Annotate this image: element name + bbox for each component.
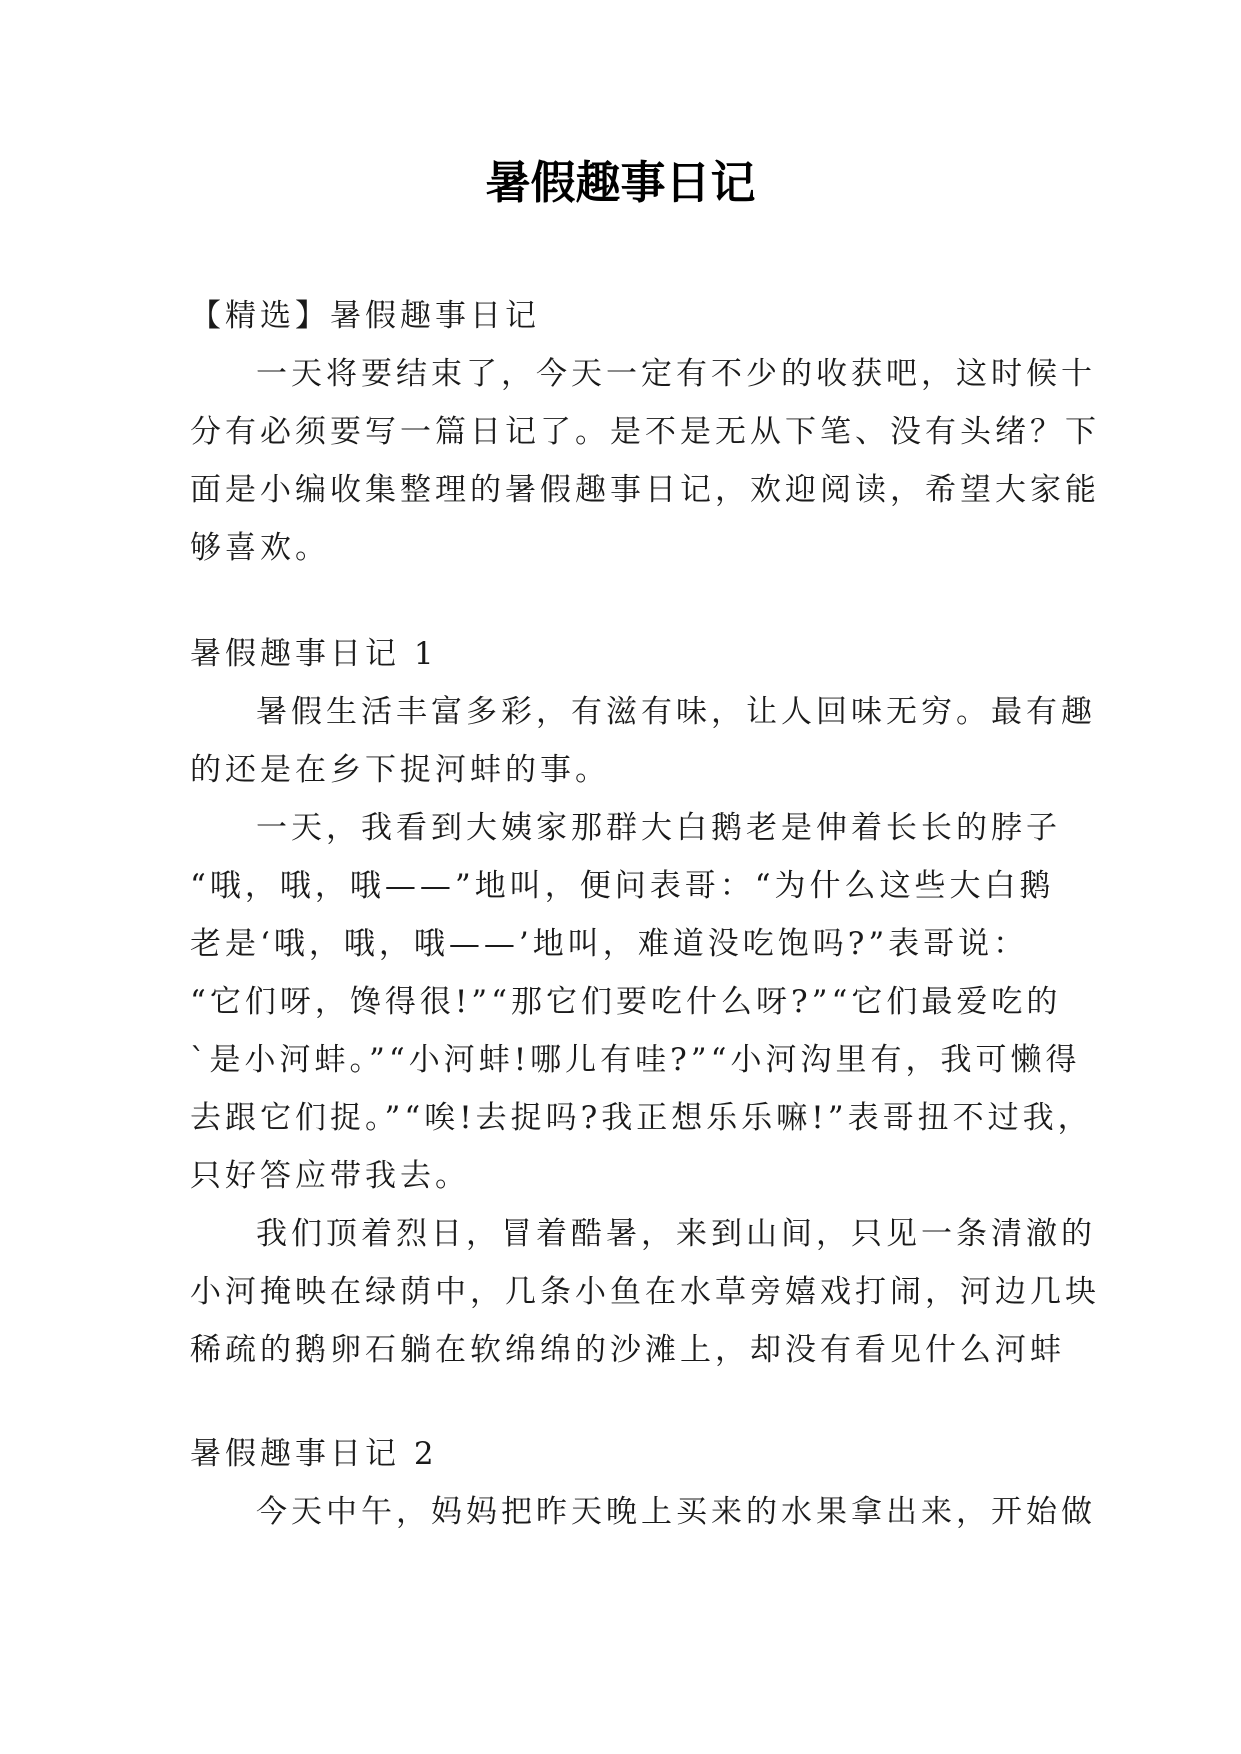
diary1-heading: 暑假趣事日记 1 — [190, 636, 438, 672]
diary1-line: 我们顶着烈日，冒着酷暑，来到山间，只见一条清澈的 — [256, 1216, 1096, 1252]
diary1-line: `是小河蚌。”“小河蚌!哪儿有哇?”“小河沟里有，我可懒得 — [190, 1042, 1081, 1078]
diary1-line: 去跟它们捉。”“唉!去捉吗?我正想乐乐嘛!”表哥扭不过我， — [190, 1100, 1093, 1136]
diary2-heading: 暑假趣事日记 2 — [190, 1436, 438, 1472]
document-title: 暑假趣事日记 — [485, 156, 756, 209]
intro-line: 一天将要结束了，今天一定有不少的收获吧，这时候十 — [256, 356, 1096, 392]
diary2-line: 今天中午，妈妈把昨天晚上买来的水果拿出来，开始做 — [256, 1494, 1096, 1530]
diary1-line: 只好答应带我去。 — [190, 1158, 470, 1194]
intro-line: 够喜欢。 — [190, 530, 330, 566]
intro-line: 分有必须要写一篇日记了。是不是无从下笔、没有头绪？下 — [190, 414, 1100, 450]
diary1-line: “哦，哦，哦——”地叫，便问表哥：“为什么这些大白鹅 — [190, 868, 1055, 904]
diary1-line: 的还是在乡下捉河蚌的事。 — [190, 752, 610, 788]
diary1-line: “它们呀，馋得很!”“那它们要吃什么呀?”“它们最爱吃的 — [190, 984, 1062, 1020]
diary1-line: 老是‘哦，哦，哦——’地叫，难道没吃饱吗?”表哥说： — [190, 926, 1029, 962]
diary1-line: 暑假生活丰富多彩，有滋有味，让人回味无穷。最有趣 — [256, 694, 1096, 730]
intro-line: 面是小编收集整理的暑假趣事日记，欢迎阅读，希望大家能 — [190, 472, 1100, 508]
diary1-line: 稀疏的鹅卵石躺在软绵绵的沙滩上，却没有看见什么河蚌 — [190, 1332, 1065, 1368]
intro-heading: 【精选】暑假趣事日记 — [190, 298, 540, 334]
diary1-line: 一天，我看到大姨家那群大白鹅老是伸着长长的脖子 — [256, 810, 1061, 846]
diary1-line: 小河掩映在绿荫中，几条小鱼在水草旁嬉戏打闹，河边几块 — [190, 1274, 1100, 1310]
